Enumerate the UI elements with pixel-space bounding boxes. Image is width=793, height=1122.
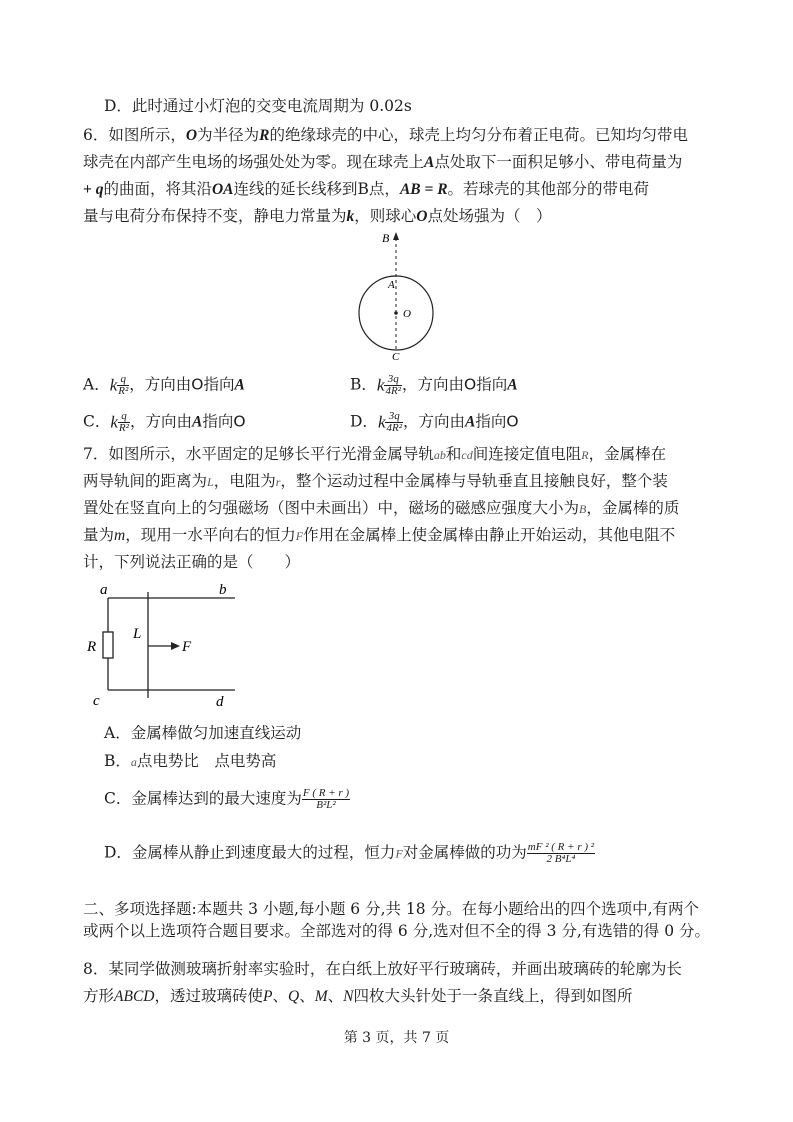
q7-stem-line-5: 计，下列说法正确的是（ ） xyxy=(83,553,301,571)
q7-stem-line-1: 7．如图所示，水平固定的足够长平行光滑金属导轨ab和cd间连接定值电阻R，金属棒在 xyxy=(83,445,667,463)
q7-stem-line-3: 置处在竖直向上的匀强磁场（图中未画出）中，磁场的磁感应强度大小为B，金属棒的质 xyxy=(83,499,680,517)
label-b: b xyxy=(219,582,227,598)
q8-stem-line-2: 方形ABCD，透过玻璃砖使P、Q、M、N四枚大头针处于一条直线上，得到如图所 xyxy=(83,987,633,1005)
q6-option-c: C．k $\frac{q}{\text{R²}}$ ，方向由A指向O xyxy=(83,410,246,434)
q6-stem-line-1: 6．如图所示，O为半径为R的绝缘球壳的中心，球壳上均匀分布着正电荷。已知均匀带电 xyxy=(83,126,688,144)
q7-option-b: B．a点电势比 点电势高 xyxy=(104,752,277,770)
q7-circuit-figure xyxy=(82,582,242,712)
q6-stem-line-3: + q的曲面，将其沿OA连线的延长线移到B点，AB = R。若球壳的其他部分的带电荷 xyxy=(83,180,650,198)
page-footer: 第 3 页，共 7 页 xyxy=(343,1030,450,1046)
fraction: $\frac{3q}{\text{4R²}}$ xyxy=(385,373,401,397)
q7-option-a: A．金属棒做匀加速直线运动 xyxy=(104,724,302,742)
label-o: O xyxy=(403,308,411,320)
q7-option-c: C．金属棒达到的最大速度为 $\frac{F ( R + r )}{\text{B²L²}}$ xyxy=(104,787,350,811)
q7-stem-line-4: 量为m，现用一水平向右的恒力F作用在金属棒上使金属棒由静止开始运动，其他电阻不 xyxy=(83,526,676,544)
label-r: R xyxy=(87,639,97,655)
q6-option-a: A．k $\frac{q}{\text{R²}}$ ，方向由O指向A xyxy=(83,373,245,397)
fraction: $\frac{q}{\text{R²}}$ xyxy=(118,410,129,434)
label-c: c xyxy=(93,693,100,709)
label-a: A xyxy=(388,279,395,291)
center-dot xyxy=(394,311,398,315)
force-arrow-icon xyxy=(171,642,180,650)
label-a: a xyxy=(100,582,108,598)
label-d: d xyxy=(216,694,224,710)
fraction: $\frac{q}{\text{R²}}$ xyxy=(118,373,129,397)
label-l: L xyxy=(133,626,142,642)
q5-option-d: D．此时通过小灯泡的交变电流周期为 0.02s xyxy=(104,97,412,115)
q6-stem-line-2: 球壳在内部产生电场的场强处处为零。现在球壳上A点处取下一面积足够小、带电荷量为 xyxy=(83,153,683,171)
q6-option-d: D．k $\frac{3q}{\text{4R²}}$ ，方向由A指向O xyxy=(350,410,519,434)
q6-option-b: B．k $\frac{3q}{\text{4R²}}$ ，方向由O指向A xyxy=(350,373,518,397)
label-b: B xyxy=(382,231,390,245)
section2-heading-line-2: 或两个以上选项符合题目要求。全部选对的得 6 分,选对但不全的得 3 分,有选错的得 0 分。 xyxy=(83,922,711,940)
label-c: C xyxy=(392,351,400,363)
resistor xyxy=(103,632,113,658)
q7-option-d: D．金属棒从静止到速度最大的过程，恒力F对金属棒做的功为 $\frac{\text{mF ² ( R + r ) ²}}{\text{2 B⁴L⁴}}$ xyxy=(104,841,595,865)
arrow-head-icon xyxy=(393,232,399,240)
q7-stem-line-2: 两导轨间的距离为L，电阻为r，整个运动过程中金属棒与导轨垂直且接触良好，整个装 xyxy=(83,472,668,490)
fraction: $\frac{\text{mF ² ( R + r ) ²}}{\text{2 B⁴L⁴}}$ xyxy=(527,841,595,865)
fraction: $\frac{3q}{\text{4R²}}$ xyxy=(386,410,403,434)
q6-sphere-figure xyxy=(355,226,445,364)
q8-stem-line-1: 8．某同学做测玻璃折射率实验时，在白纸上放好平行玻璃砖，并画出玻璃砖的轮廓为长 xyxy=(83,960,682,978)
q6-stem-line-4: 量与电荷分布保持不变，静电力常量为k，则球心O点处场强为（ ） xyxy=(83,207,552,225)
fraction: $\frac{F ( R + r )}{\text{B²L²}}$ xyxy=(302,787,350,811)
label-f: F xyxy=(182,639,192,655)
section2-heading-line-1: 二、多项选择题:本题共 3 小题,每小题 6 分,共 18 分。在每小题给出的四个选项中,有两个 xyxy=(83,900,700,918)
